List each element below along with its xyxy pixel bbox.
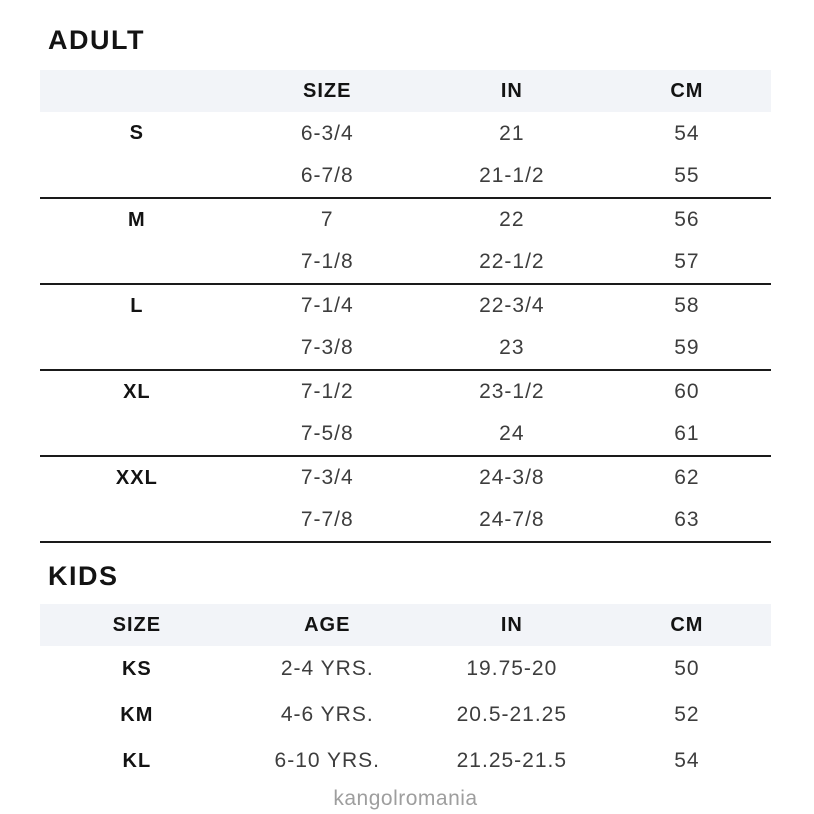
- table-cell: 19.75-20: [466, 657, 558, 680]
- size-group-label: M: [128, 208, 146, 231]
- table-cell: 22: [499, 208, 525, 231]
- table-cell: 60: [674, 380, 700, 403]
- table-row: [40, 198, 771, 241]
- table-row: [40, 112, 771, 155]
- table-cell: 57: [674, 250, 700, 273]
- table-cell: 58: [674, 294, 700, 317]
- kids-size-table: [40, 604, 771, 784]
- size-label: KM: [120, 703, 154, 726]
- table-cell: 59: [674, 336, 700, 359]
- size-group-label: [40, 155, 234, 198]
- table-row: [40, 327, 771, 370]
- table-cell: 55: [674, 164, 700, 187]
- table-cell: 6-3/4: [300, 121, 354, 145]
- table-cell: 7-3/4: [300, 466, 354, 489]
- table-row: [40, 413, 771, 456]
- table-cell: 21-1/2: [479, 164, 545, 187]
- table-row: [40, 646, 771, 692]
- table-cell: 22-1/2: [479, 250, 545, 273]
- column-header: SIZE: [303, 79, 352, 102]
- size-label: KL: [122, 749, 152, 772]
- table-cell: 21: [499, 121, 525, 145]
- table-row: [40, 738, 771, 784]
- table-cell: 56: [674, 208, 700, 231]
- table-cell: 22-3/4: [479, 294, 545, 317]
- brand-watermark: kangolromania: [333, 787, 478, 810]
- table-cell: 50: [674, 657, 700, 680]
- table-cell: 4-6 YRS.: [280, 703, 374, 726]
- table-cell: 62: [674, 466, 700, 489]
- size-group-label: [40, 327, 234, 370]
- table-cell: 54: [674, 749, 700, 772]
- table-row: [40, 284, 771, 327]
- size-group-label: L: [130, 294, 144, 317]
- table-row: [40, 456, 771, 499]
- table-cell: 63: [674, 508, 700, 531]
- table-row: [40, 499, 771, 542]
- table-cell: 24: [499, 422, 525, 445]
- column-header: CM: [670, 613, 704, 636]
- column-header: CM: [670, 79, 704, 102]
- table-cell: 7-3/8: [300, 336, 354, 359]
- column-header: SIZE: [112, 613, 162, 636]
- kids-header-row: [40, 604, 771, 646]
- adult-table-body: [40, 112, 771, 542]
- table-cell: 7-1/4: [300, 294, 354, 317]
- table-cell: 24-7/8: [479, 508, 545, 531]
- adult-header-row: [40, 70, 771, 112]
- adult-size-table: [40, 70, 771, 543]
- table-row: [40, 692, 771, 738]
- table-row: [40, 370, 771, 413]
- table-cell: 52: [674, 703, 700, 726]
- table-cell: 23-1/2: [479, 380, 545, 403]
- table-cell: 23: [499, 336, 525, 359]
- table-row: [40, 155, 771, 198]
- column-header-empty: [40, 70, 234, 112]
- table-cell: 7-1/8: [300, 250, 354, 273]
- table-cell: 24-3/8: [479, 466, 545, 489]
- table-cell: 7-7/8: [300, 508, 354, 531]
- table-cell: 61: [674, 422, 700, 445]
- column-header: IN: [500, 79, 523, 102]
- kids-section-heading: KIDS: [48, 561, 119, 591]
- adult-table-header: [40, 70, 771, 112]
- size-group-label: XXL: [115, 466, 158, 489]
- column-header: AGE: [304, 613, 351, 636]
- kids-table-header: [40, 604, 771, 646]
- adult-section-heading: ADULT: [48, 25, 145, 55]
- size-group-label: [40, 413, 234, 456]
- table-cell: 2-4 YRS.: [280, 657, 374, 680]
- size-group-label: S: [129, 122, 145, 144]
- table-cell: 54: [674, 121, 700, 145]
- table-row: [40, 241, 771, 284]
- table-cell: 6-7/8: [300, 164, 354, 187]
- size-label: KS: [121, 657, 152, 680]
- table-cell: 7: [320, 208, 334, 231]
- table-cell: 7-1/2: [300, 380, 354, 403]
- table-cell: 21.25-21.5: [456, 749, 568, 772]
- kids-table-body: [40, 646, 771, 784]
- table-cell: 20.5-21.25: [456, 703, 568, 726]
- size-group-label: [40, 499, 234, 542]
- column-header: IN: [500, 613, 523, 636]
- table-cell: 6-10 YRS.: [274, 749, 381, 772]
- table-cell: 7-5/8: [300, 422, 354, 445]
- size-group-label: [40, 241, 234, 284]
- size-group-label: XL: [123, 380, 151, 403]
